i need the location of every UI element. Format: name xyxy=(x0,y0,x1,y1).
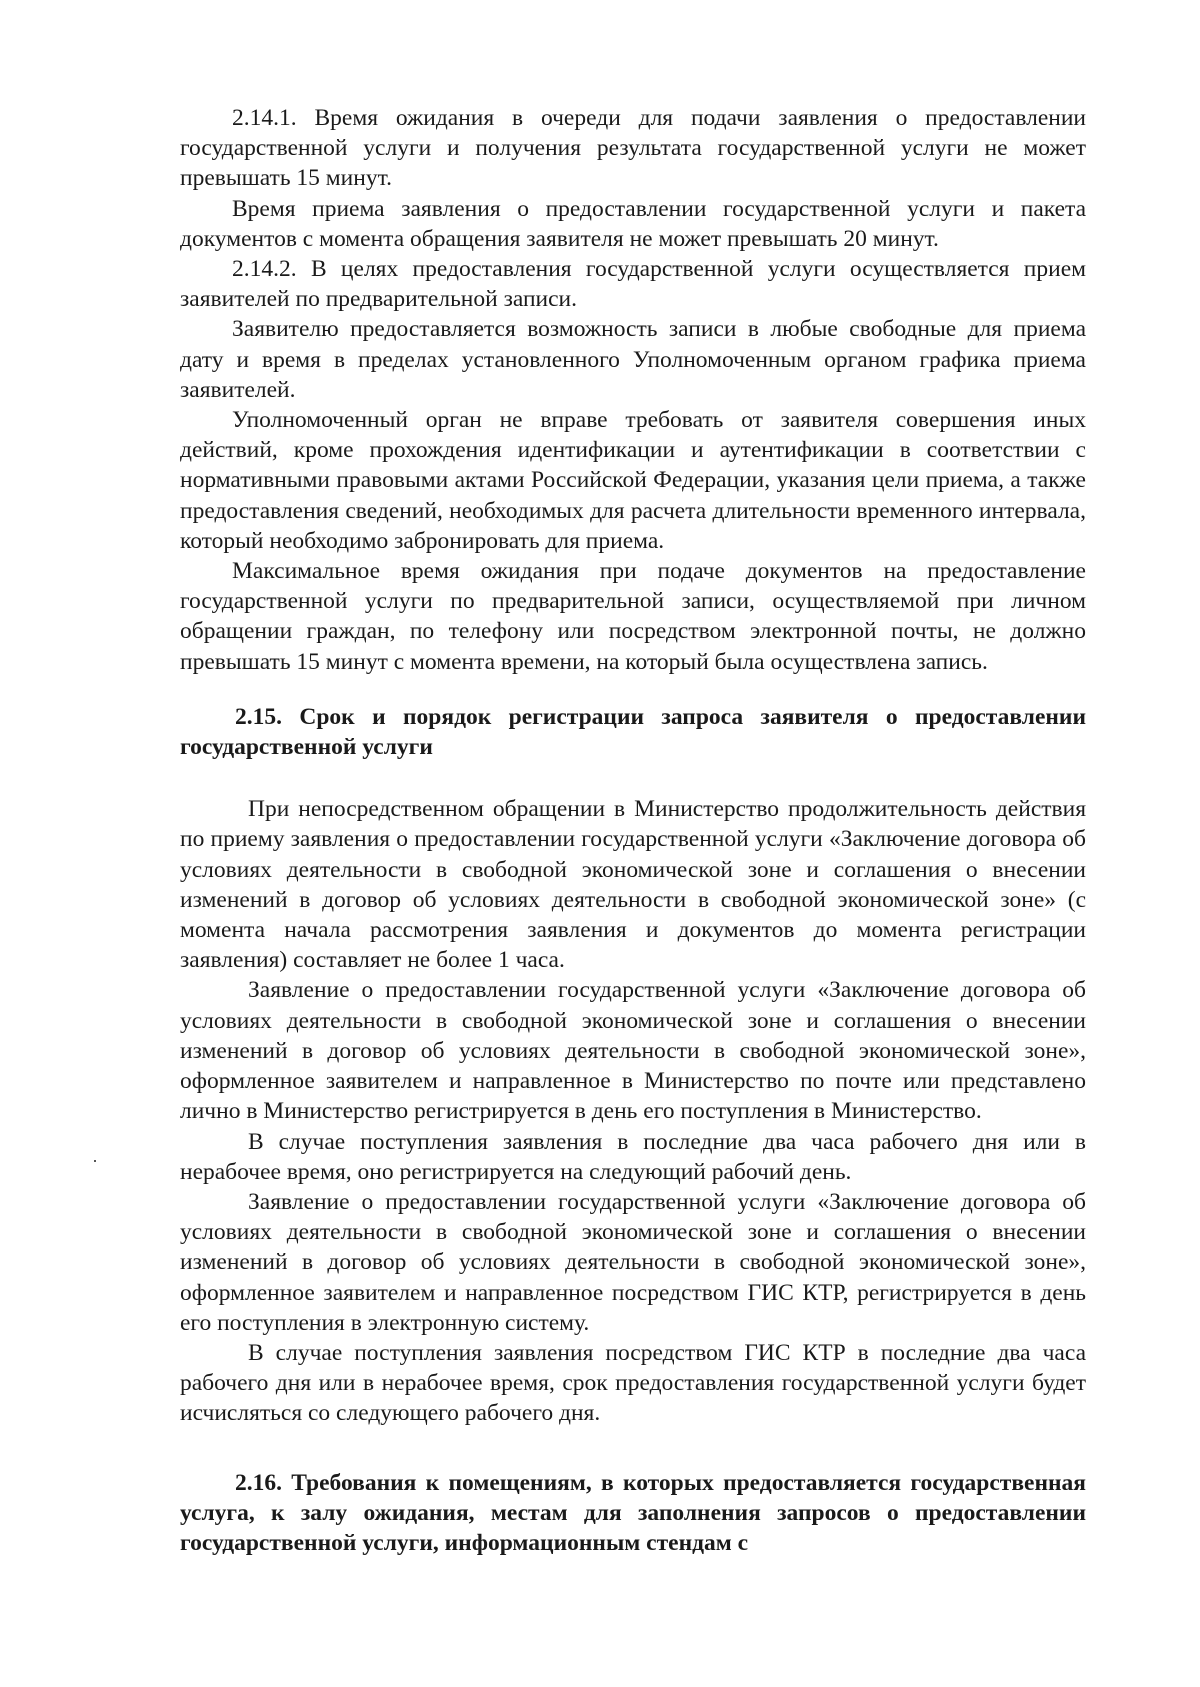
heading-section-2-16: 2.16. Требования к помещениям, в которых предоставляется государственная услуга, к залу ожидания, местам для заполнения запросов о предоставлении государственной услуги, информационным стендам с xyxy=(180,1469,1086,1556)
paragraph-reception-time: Время приема заявления о предоставлении государственной услуги и пакета документов с момента обращения заявителя не может превышать 20 минут. xyxy=(180,195,1086,252)
paragraph-gis-ktr-registration: Заявление о предоставлении государственной услуги «Заключение договора об условиях деятельности в свободной экономической зоне и соглашения о внесении изменений в договор об условиях деятельности в свободной экономической зоне», оформленное заявителем и направленное посредством ГИС КТР, регистрируется в день его поступления в электронную систему. xyxy=(180,1188,1086,1336)
paragraph-max-wait-time: Максимальное время ожидания при подаче документов на предоставление государственной услуги по предварительной записи, осуществляемой при личном обращении граждан, по телефону или посредством электронной почты, не должно превышать 15 минут с момента времени, на который была осуществлена запись. xyxy=(180,558,1086,675)
document-body xyxy=(180,103,1086,1558)
paragraph-2-14-1: 2.14.1. Время ожидания в очереди для подачи заявления о предоставлении государственной услуги и получения результата государственной услуги не может превышать 15 минут. xyxy=(180,105,1086,192)
paragraph-late-receipt: В случае поступления заявления в последние два часа рабочего дня или в нерабочее время, оно регистрируется на следующий рабочий день. xyxy=(180,1128,1086,1185)
paragraph-authority-restrictions: Уполномоченный орган не вправе требовать от заявителя совершения иных действий, кроме прохождения идентификации и аутентификации в соответствии с нормативными правовыми актами Российской Федерации, указания цели приема, а также предоставления сведений, необходимых для расчета длительности временного интервала, который необходимо забронировать для приема. xyxy=(180,407,1086,554)
paragraph-2-14-2: 2.14.2. В целях предоставления государственной услуги осуществляется прием заявителей по предварительной записи. xyxy=(180,256,1086,313)
paragraph-gis-ktr-late-receipt: В случае поступления заявления посредством ГИС КТР в последние два часа рабочего дня или в нерабочее время, срок предоставления государственной услуги будет исчисляться со следующего рабочего дня. xyxy=(180,1339,1086,1427)
heading-section-2-15: 2.15. Срок и порядок регистрации запроса заявителя о предоставлении государственной услуги xyxy=(180,703,1086,761)
paragraph-mail-registration: Заявление о предоставлении государственной услуги «Заключение договора об условиях деятельности в свободной экономической зоне и соглашения о внесении изменений в договор об условиях деятельности в свободной экономической зоне», оформленное заявителем и направленное в Министерство по почте или представлено лично в Министерство регистрируется в день его поступления в Министерство. xyxy=(180,977,1086,1125)
paragraph-direct-application: При непосредственном обращении в Министерство продолжительность действия по приему заявления о предоставлении государственной услуги «Заключение договора об условиях деятельности в свободной экономической зоне и соглашения о внесении изменений в договор об условиях деятельности в свободной экономической зоне» (с момента начала рассмотрения заявления и документов до момента регистрации заявления) составляет не более 1 часа. xyxy=(180,796,1086,974)
paragraph-appointment-option: Заявителю предоставляется возможность записи в любые свободные для приема дату и время в пределах установленного Уполномоченным органом графика приема заявителей. xyxy=(180,316,1086,403)
scan-speck xyxy=(94,1160,96,1162)
